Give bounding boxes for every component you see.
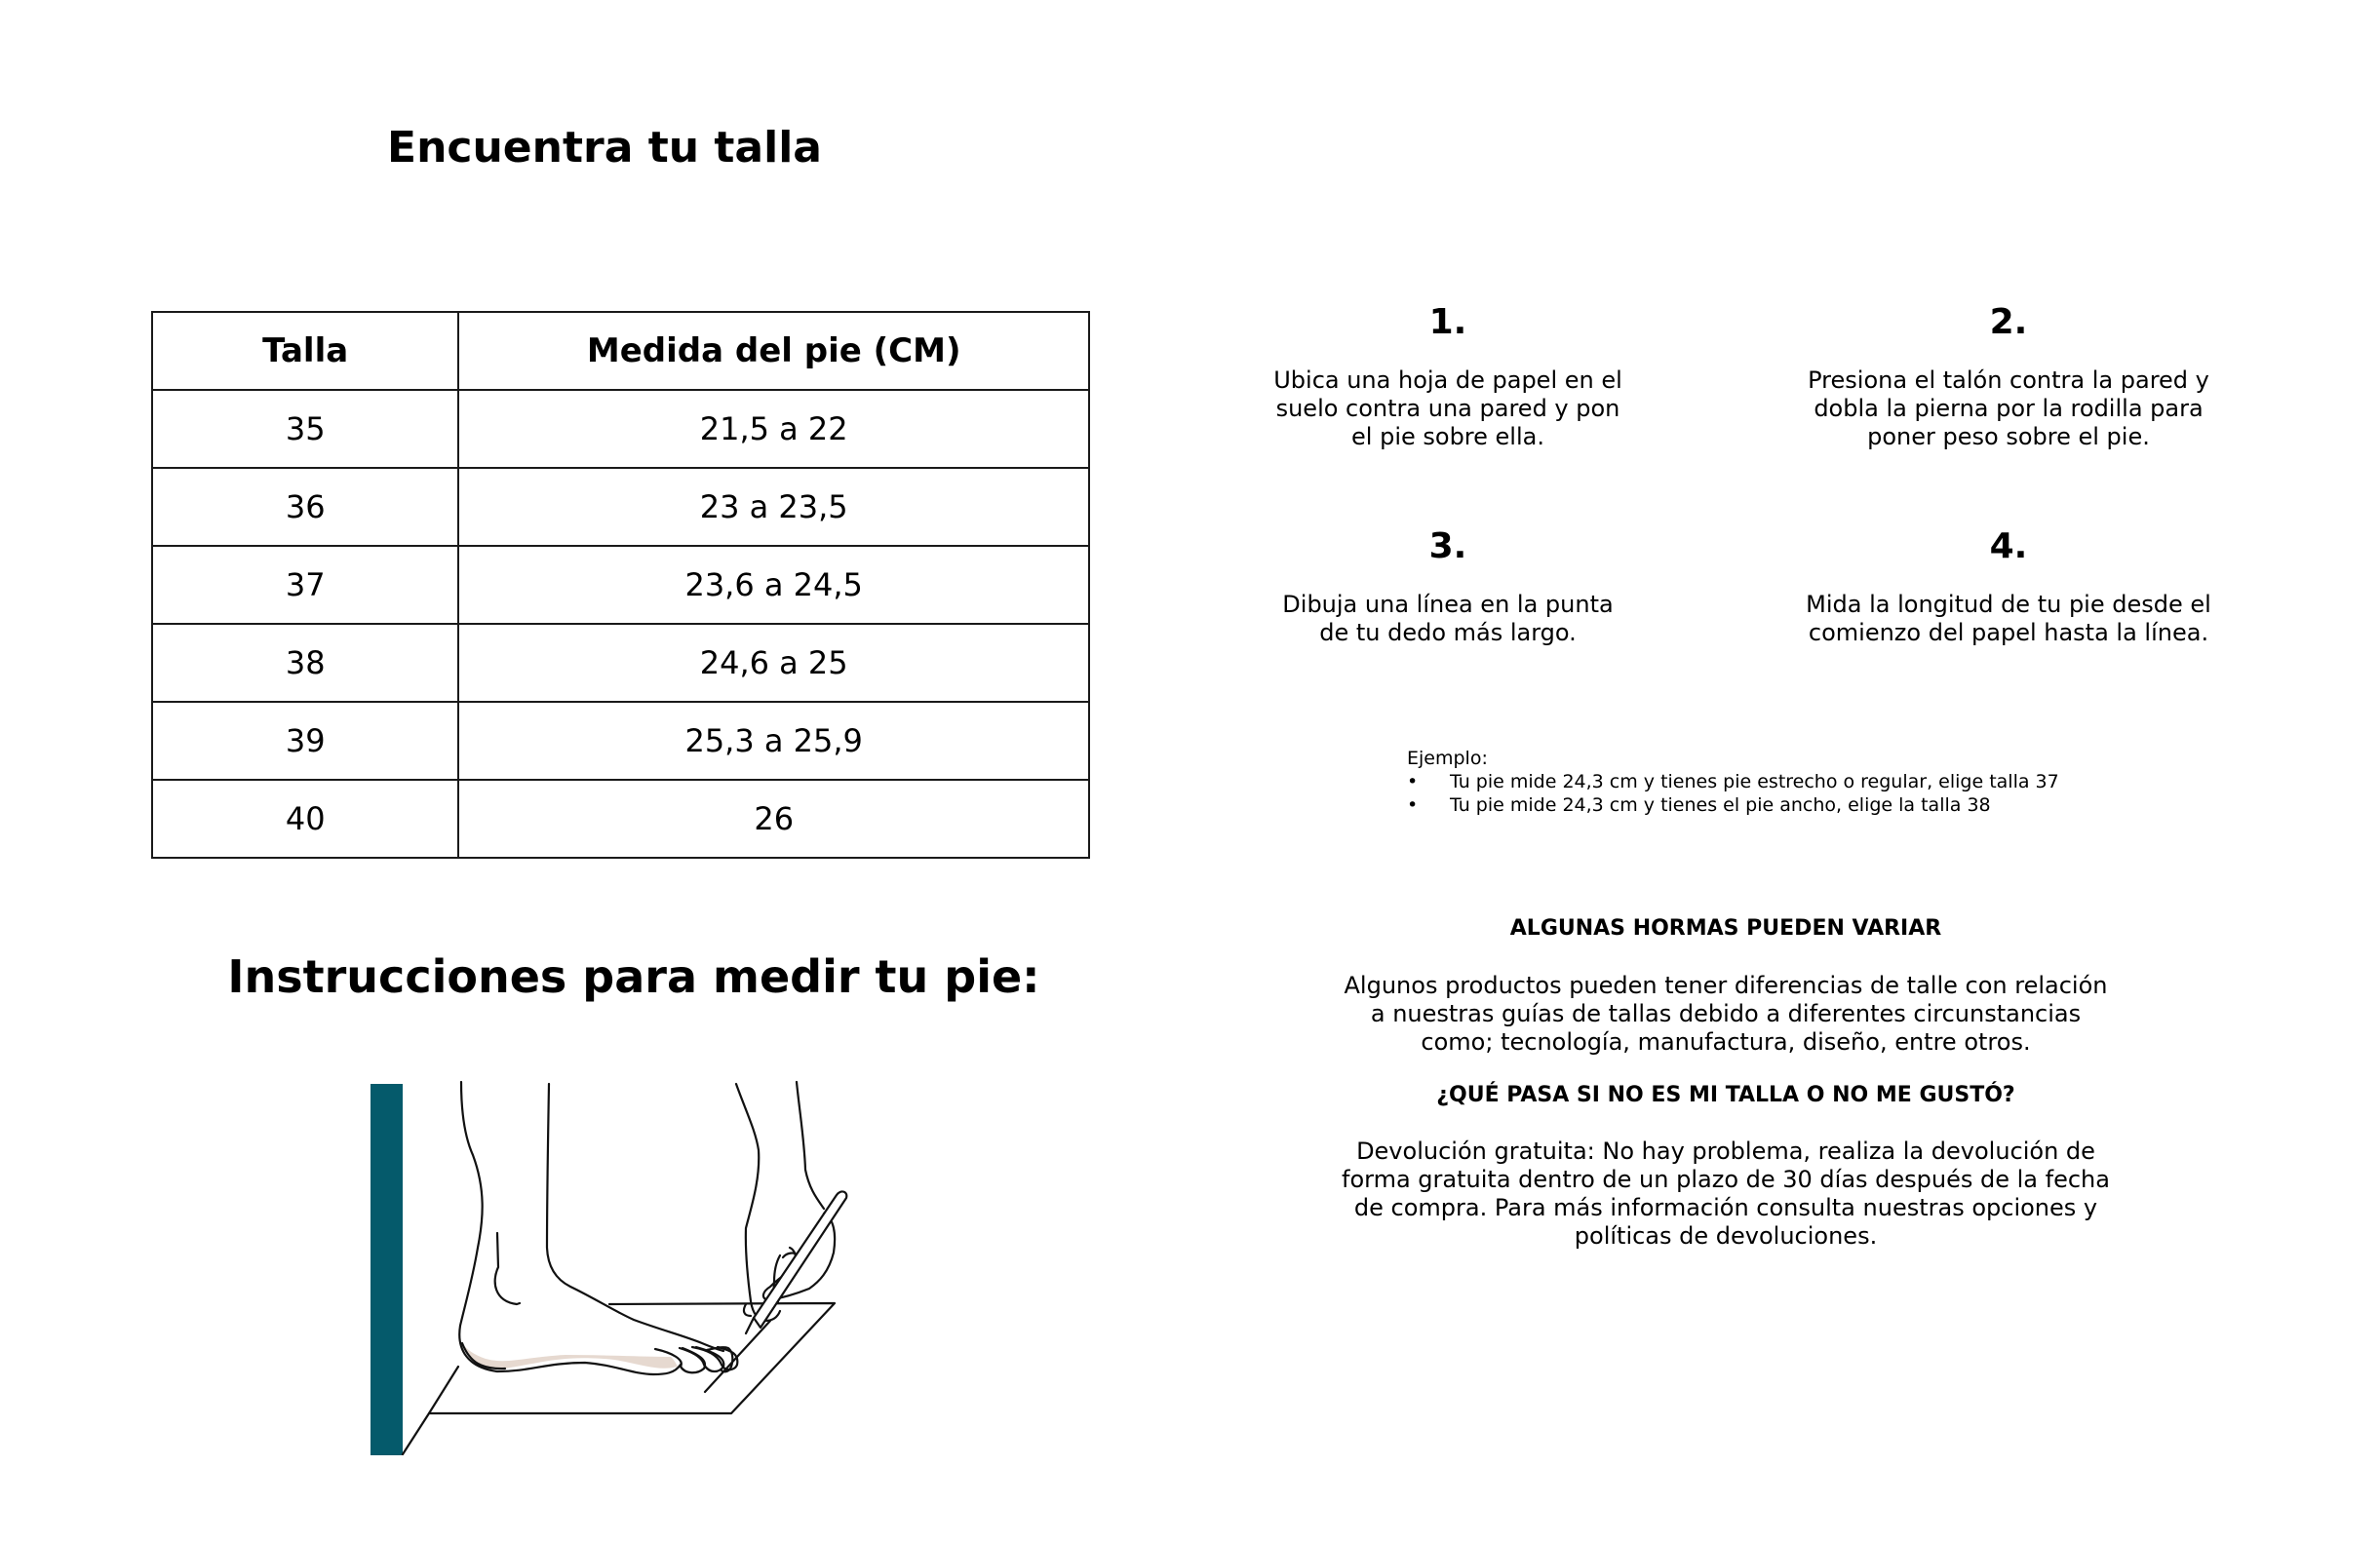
cell-medida: 25,3 a 25,9 <box>458 702 1089 780</box>
step-line: dobla la pierna por la rodilla para <box>1814 395 2204 422</box>
example-label: Ejemplo: <box>1407 748 1488 769</box>
step-text <box>1238 366 1658 451</box>
step-line: Mida la longitud de tu pie desde el <box>1806 591 2211 618</box>
step-1 <box>1238 300 1658 451</box>
text-line: forma gratuita dentro de un plazo de 30 días después de la fecha <box>1342 1166 2110 1193</box>
pencil-shape <box>754 1191 846 1328</box>
text-line: a nuestras guías de tallas debido a diferentes circunstancias <box>1370 1000 2082 1027</box>
cell-medida: 26 <box>458 780 1089 858</box>
step-line: el pie sobre ella. <box>1351 423 1544 450</box>
cell-medida: 23,6 a 24,5 <box>458 546 1089 624</box>
cell-medida: 24,6 a 25 <box>458 624 1089 702</box>
list-item <box>1407 793 2148 817</box>
table-row <box>152 390 1089 468</box>
list-item <box>1407 770 2148 793</box>
instructions-title: Instrucciones para medir tu pie: <box>227 950 1040 1003</box>
step-line: Presiona el talón contra la pared y <box>1808 366 2209 394</box>
example-list <box>1407 770 2148 817</box>
devolucion-heading: ¿QUÉ PASA SI NO ES MI TALLA O NO ME GUSTÓ? <box>1436 1083 2015 1107</box>
text-line: políticas de devoluciones. <box>1574 1222 1878 1250</box>
step-3 <box>1238 524 1658 647</box>
column-header-medida: Medida del pie (CM) <box>458 312 1089 390</box>
column-header-talla: Talla <box>152 312 458 390</box>
example-block <box>1407 747 2148 817</box>
page-title: Encuentra tu talla <box>387 123 822 173</box>
step-number: 1. <box>1428 302 1467 342</box>
text-line: Devolución gratuita: No hay problema, realiza la devolución de <box>1356 1138 2095 1165</box>
cell-talla: 38 <box>152 624 458 702</box>
notes-block <box>1297 914 2155 1251</box>
text-line: de compra. Para más información consulta nuestras opciones y <box>1353 1194 2098 1221</box>
step-line: poner peso sobre el pie. <box>1867 423 2150 450</box>
cell-talla: 35 <box>152 390 458 468</box>
table-row <box>152 468 1089 546</box>
wall-shape <box>371 1084 403 1455</box>
table-row <box>152 780 1089 858</box>
foot-measuring-illustration <box>361 1072 897 1482</box>
step-number: 4. <box>1989 526 2028 566</box>
step-2 <box>1799 300 2218 451</box>
sole-shape <box>462 1343 678 1369</box>
bullet-icon: • <box>1407 771 1419 792</box>
size-table <box>151 311 1090 859</box>
hormas-text <box>1297 972 2155 1057</box>
example-text: Tu pie mide 24,3 cm y tienes el pie ancho, elige la talla 38 <box>1450 794 1991 816</box>
devolucion-text <box>1297 1138 2155 1251</box>
table-row <box>152 546 1089 624</box>
step-4 <box>1799 524 2218 647</box>
step-line: suelo contra una pared y pon <box>1275 395 1620 422</box>
cell-medida: 23 a 23,5 <box>458 468 1089 546</box>
cell-talla: 40 <box>152 780 458 858</box>
text-line: como; tecnología, manufactura, diseño, entre otros. <box>1421 1028 2031 1056</box>
step-number: 2. <box>1989 302 2028 342</box>
example-text: Tu pie mide 24,3 cm y tienes pie estrecho o regular, elige talla 37 <box>1450 771 2059 792</box>
step-line: Ubica una hoja de papel en el <box>1273 366 1622 394</box>
cell-talla: 36 <box>152 468 458 546</box>
step-text <box>1238 591 1658 647</box>
step-text <box>1799 366 2218 451</box>
step-number: 3. <box>1428 526 1467 566</box>
step-line: Dibuja una línea en la punta <box>1282 591 1614 618</box>
step-line: de tu dedo más largo. <box>1319 619 1577 646</box>
step-text <box>1799 591 2218 647</box>
table-row <box>152 624 1089 702</box>
hormas-heading: ALGUNAS HORMAS PUEDEN VARIAR <box>1509 916 1942 941</box>
cell-talla: 39 <box>152 702 458 780</box>
paper-shape <box>403 1303 835 1454</box>
bullet-icon: • <box>1407 794 1419 816</box>
cell-medida: 21,5 a 22 <box>458 390 1089 468</box>
table-row <box>152 702 1089 780</box>
table-header-row <box>152 312 1089 390</box>
text-line: Algunos productos pueden tener diferencias de talle con relación <box>1344 972 2108 999</box>
cell-talla: 37 <box>152 546 458 624</box>
step-line: comienzo del papel hasta la línea. <box>1808 619 2209 646</box>
